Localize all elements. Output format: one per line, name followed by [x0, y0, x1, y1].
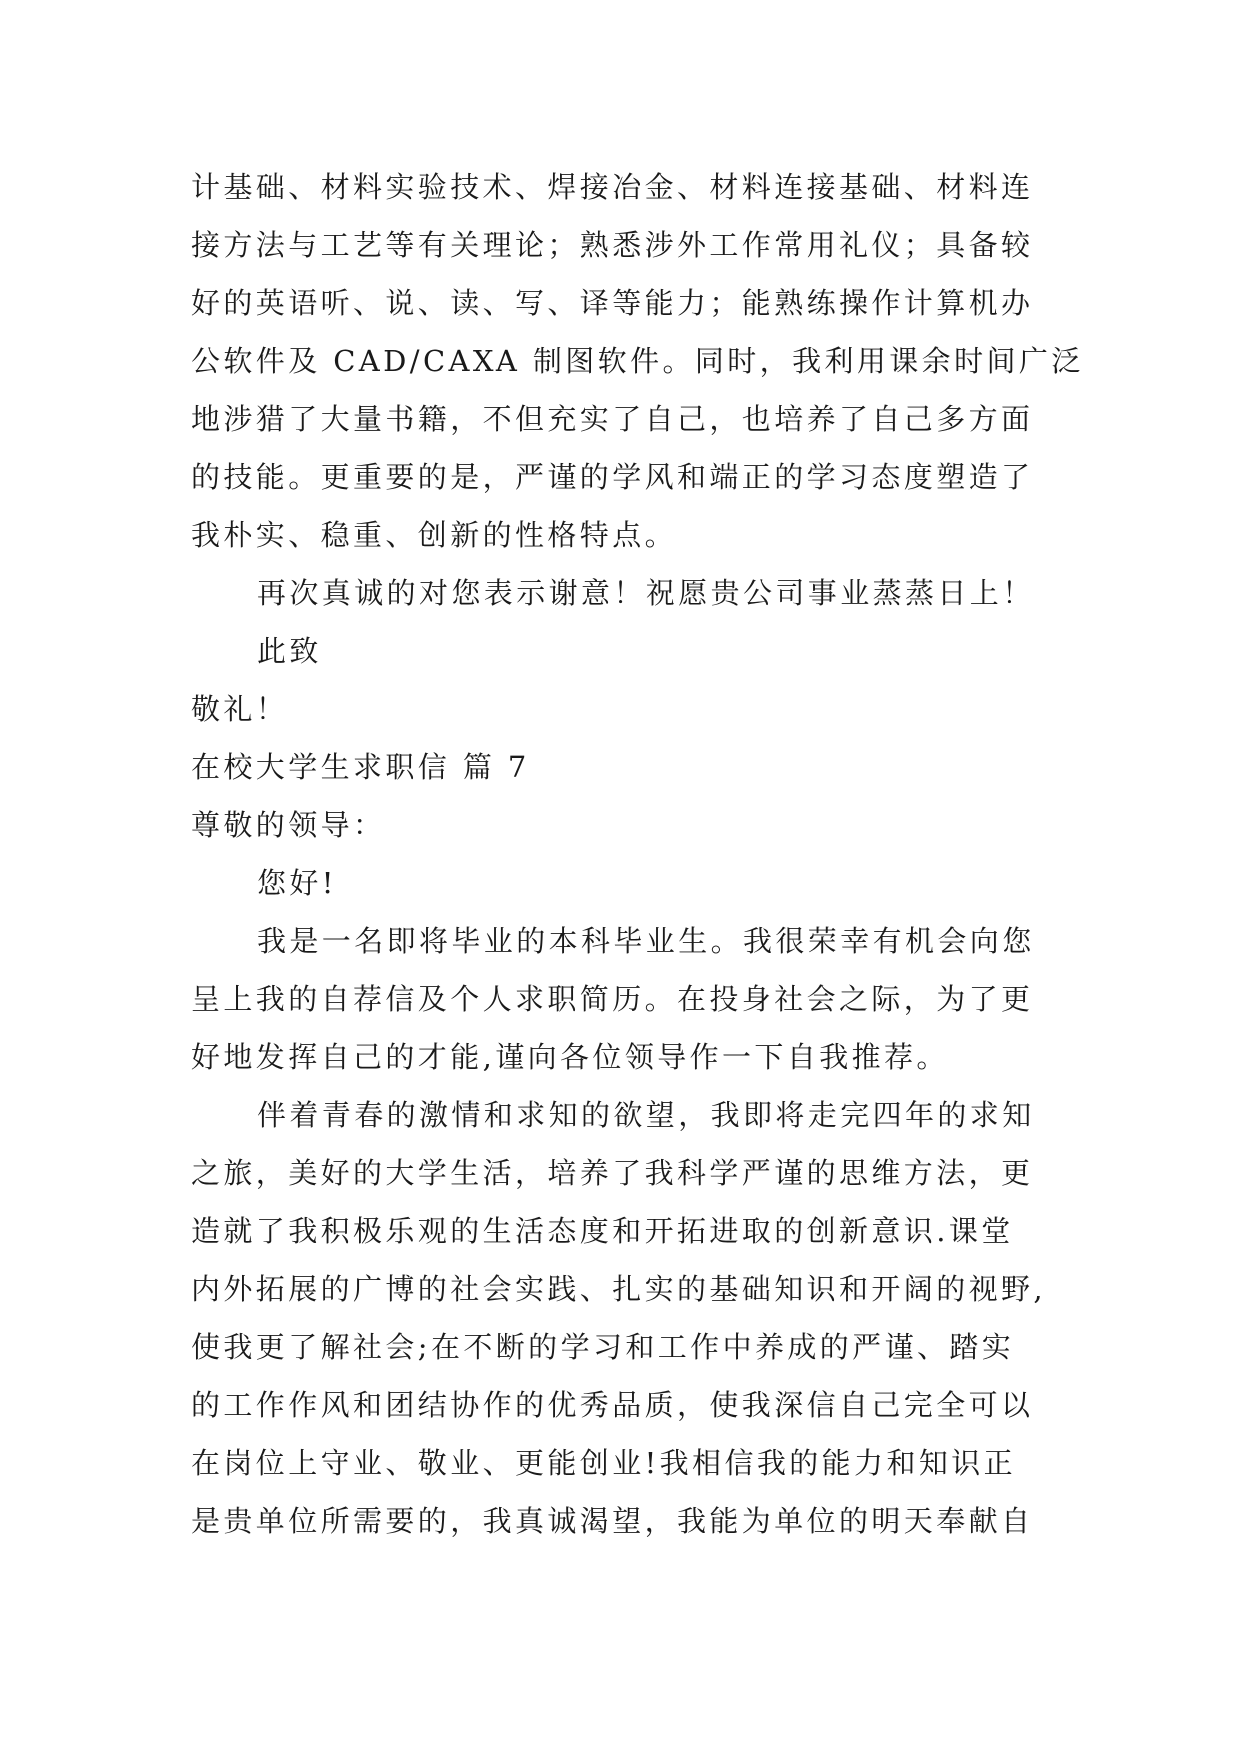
text-line: 好地发挥自己的才能,谨向各位领导作一下自我推荐。	[191, 1040, 949, 1074]
text-line: 公软件及 CAD/CAXA 制图软件。同时，我利用课余时间广泛	[191, 344, 1084, 378]
text-line: 的技能。更重要的是，严谨的学风和端正的学习态度塑造了	[191, 460, 1034, 494]
text-line: 内外拓展的广博的社会实践、扎实的基础知识和开阔的视野,	[191, 1272, 1047, 1306]
text-line: 在岗位上守业、敬业、更能创业!我相信我的能力和知识正	[191, 1446, 1017, 1480]
paragraph-start: 伴着青春的激情和求知的欲望，我即将走完四年的求知	[257, 1098, 1035, 1132]
text-line: 地涉猎了大量书籍，不但充实了自己，也培养了自己多方面	[191, 402, 1034, 436]
text-line: 呈上我的自荐信及个人求职简历。在投身社会之际，为了更	[191, 982, 1034, 1016]
text-line: 之旅，美好的大学生活，培养了我科学严谨的思维方法，更	[191, 1156, 1034, 1190]
text-line: 我朴实、稳重、创新的性格特点。	[191, 518, 678, 552]
paragraph-start: 我是一名即将毕业的本科毕业生。我很荣幸有机会向您	[257, 924, 1035, 958]
text-line: 好的英语听、说、读、写、译等能力；能熟练操作计算机办	[191, 286, 1034, 320]
greeting-addressee: 尊敬的领导：	[191, 808, 386, 842]
text-line: 是贵单位所需要的，我真诚渴望，我能为单位的明天奉献自	[191, 1504, 1034, 1538]
salutation-regards: 敬礼！	[191, 692, 289, 726]
text-line: 计基础、材料实验技术、焊接冶金、材料连接基础、材料连	[191, 170, 1034, 204]
text-line: 造就了我积极乐观的生活态度和开拓进取的创新意识.课堂	[191, 1214, 1014, 1248]
salutation-closing: 此致	[257, 634, 322, 668]
document-body	[191, 158, 1084, 1550]
text-line: 使我更了解社会;在不断的学习和工作中养成的严谨、踏实	[191, 1330, 1015, 1364]
text-line: 的工作作风和团结协作的优秀品质，使我深信自己完全可以	[191, 1388, 1034, 1422]
text-line: 接方法与工艺等有关理论；熟悉涉外工作常用礼仪；具备较	[191, 228, 1034, 262]
closing-wish: 再次真诚的对您表示谢意！祝愿贵公司事业蒸蒸日上！	[257, 576, 1035, 610]
section-title: 在校大学生求职信 篇 7	[191, 750, 530, 784]
greeting-hello: 您好!	[257, 866, 337, 900]
